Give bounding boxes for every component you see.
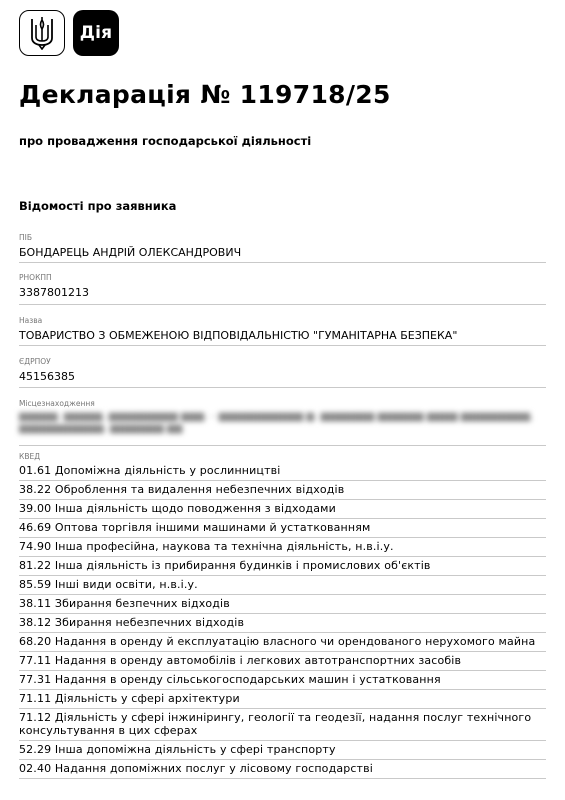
field-label: Назва [19, 316, 43, 325]
kved-item: 38.11 Збирання безпечних відходів [19, 595, 546, 614]
field-label: РНОКПП [19, 273, 52, 282]
field-full-name [19, 233, 546, 263]
field-rnokpp [19, 273, 546, 305]
kved-item: 68.20 Надання в оренду й експлуатацію власного чи орендованого нерухомого майна [19, 633, 546, 652]
kved-item: 38.12 Збирання небезпечних відходів [19, 614, 546, 633]
kved-list [19, 462, 546, 779]
applicant-section-title: Відомості про заявника [19, 199, 177, 213]
kved-item: 39.00 Інша діяльність щодо поводження з відходами [19, 500, 546, 519]
field-value: БОНДАРЕЦЬ АНДРІЙ ОЛЕКСАНДРОВИЧ [19, 246, 242, 259]
kved-label: КВЕД [19, 452, 41, 461]
diia-logo: Дія [73, 10, 119, 56]
field-value: 45156385 [19, 370, 75, 383]
kved-item: 52.29 Інша допоміжна діяльність у сфері транспорту [19, 741, 546, 760]
kved-item: 77.11 Надання в оренду автомобілів і легкових автотранспортних засобів [19, 652, 546, 671]
kved-item: 77.31 Надання в оренду сільськогосподарських машин і устатковання [19, 671, 546, 690]
kved-item: 71.12 Діяльність у сфері інжинірингу, геології та геодезії, надання послуг технічного консультування в цих сферах [19, 709, 546, 741]
kved-item: 85.59 Інші види освіти, н.в.і.у. [19, 576, 546, 595]
kved-item: 74.90 Інша професійна, наукова та технічна діяльність, н.в.і.у. [19, 538, 546, 557]
field-label: Місцезнаходження [19, 399, 95, 408]
declaration-title: Декларація № 119718/25 [19, 80, 391, 109]
kved-item: 38.22 Оброблення та видалення небезпечних відходів [19, 481, 546, 500]
field-edrpou [19, 357, 546, 388]
kved-item: 02.40 Надання допоміжних послуг у лісовому господарстві [19, 760, 546, 779]
kved-item: 81.22 Інша діяльність із прибирання будинків і промислових об'єктів [19, 557, 546, 576]
trident-icon [19, 10, 65, 56]
declaration-subtitle: про провадження господарської діяльності [19, 134, 312, 148]
field-company-name [19, 316, 546, 346]
field-value: ТОВАРИСТВО З ОБМЕЖЕНОЮ ВІДПОВІДАЛЬНІСТЮ "ГУМАНІТАРНА БЕЗПЕКА" [19, 329, 458, 342]
kved-item: 46.69 Оптова торгівля іншими машинами й устаткованням [19, 519, 546, 538]
field-label: ПІБ [19, 233, 32, 242]
redacted-address: ▆▆▆▆▆, ▆▆▆▆▆, ▆▆▆▆▆▆▆▆▆ ▆▆▆. – ▆▆▆▆▆▆▆▆▆▆▆ ▆. ▆▆▆▆▆▆▆ ▆▆▆▆▆▆ ▆▆▆▆ ▆▆▆▆▆▆▆▆▆, ▆▆▆▆▆▆▆▆▆▆▆, ▆▆▆▆▆▆▆ ▆▆ [19, 411, 534, 434]
trident-svg [29, 16, 55, 50]
field-location [19, 399, 546, 446]
field-label: ЄДРПОУ [19, 357, 51, 366]
kved-item: 71.11 Діяльність у сфері архітектури [19, 690, 546, 709]
logo-group [19, 10, 119, 56]
kved-item: 01.61 Допоміжна діяльність у рослинництві [19, 462, 546, 481]
field-value: 3387801213 [19, 286, 89, 299]
